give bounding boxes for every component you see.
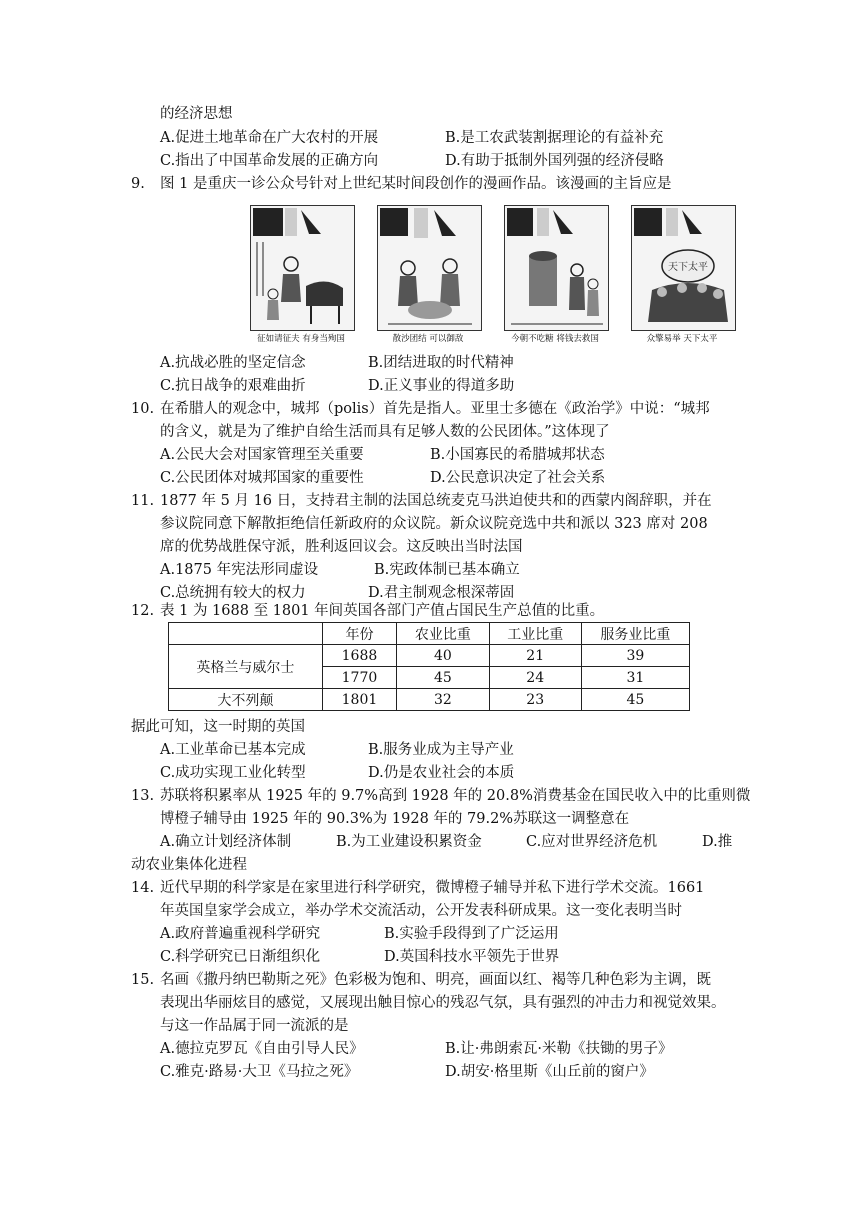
cartoon-caption-3: 今朝不吃糖 将钱去救国	[511, 334, 599, 344]
q14-stem-line1: 近代早期的科学家是在家里进行科学研究，微博橙子辅导并私下进行学术交流。1661	[160, 880, 705, 896]
cartoon-figure	[250, 205, 736, 345]
q9-option-b[interactable]: B.团结进取的时代精神	[368, 355, 514, 371]
table-cell: 45	[581, 689, 689, 711]
q12-data-table	[168, 622, 690, 711]
q12-option-c[interactable]: C.成功实现工业化转型	[160, 765, 306, 781]
q13-number: 13.	[131, 788, 155, 804]
q12-option-d[interactable]: D.仍是农业社会的本质	[368, 765, 515, 781]
cartoon-caption-1: 征如请征夫 有身当殉国	[257, 334, 345, 344]
q12-option-b[interactable]: B.服务业成为主导产业	[368, 742, 514, 758]
q12-after-table: 据此可知，这一时期的英国	[131, 719, 305, 735]
q15-option-d[interactable]: D.胡安·格里斯《山丘前的窗户》	[445, 1064, 654, 1080]
q10-option-d[interactable]: D.公民意识决定了社会关系	[430, 470, 606, 486]
table-header-cell	[169, 623, 323, 645]
table-header-cell: 工业比重	[489, 623, 581, 645]
q15-option-c[interactable]: C.雅克·路易·大卫《马拉之死》	[160, 1064, 359, 1080]
q10-stem-line2: 的含义，就是为了维护自给生活而具有足够人数的公民团体。”这体现了	[160, 424, 610, 440]
table-cell: 45	[397, 667, 489, 689]
q9-option-a[interactable]: A.抗战必胜的坚定信念	[160, 355, 306, 371]
table-group-cell: 大不列颠	[169, 689, 323, 711]
q10-option-c[interactable]: C.公民团体对城邦国家的重要性	[160, 470, 364, 486]
q11-number: 11.	[131, 493, 155, 509]
table-header-cell: 服务业比重	[581, 623, 689, 645]
table-row	[169, 689, 690, 711]
q15-option-a[interactable]: A.德拉克罗瓦《自由引导人民》	[160, 1041, 364, 1057]
table-header-cell: 农业比重	[397, 623, 489, 645]
table-cell: 39	[581, 645, 689, 667]
table-row	[169, 645, 690, 667]
q10-number: 10.	[131, 401, 155, 417]
q11-option-c[interactable]: C.总统拥有较大的权力	[160, 585, 306, 601]
q8-option-a[interactable]: A.促进土地革命在广大农村的开展	[160, 130, 379, 146]
q8-option-c[interactable]: C.指出了中国革命发展的正确方向	[160, 153, 379, 169]
table-cell: 31	[581, 667, 689, 689]
cartoon-panel-2	[377, 205, 482, 331]
cartoon-caption-4: 众擎易举 天下太平	[646, 334, 718, 344]
q9-option-c[interactable]: C.抗日战争的艰难曲折	[160, 378, 306, 394]
q10-stem-line1: 在希腊人的观念中，城邦（polis）首先是指人。亚里士多德在《政治学》中说：“城邦	[160, 401, 710, 417]
table-cell: 23	[489, 689, 581, 711]
q11-option-b[interactable]: B.宪政体制已基本确立	[374, 562, 520, 578]
q14-option-c[interactable]: C.科学研究已日渐组织化	[160, 949, 321, 965]
cartoon-panel-1	[250, 205, 355, 331]
table-cell: 32	[397, 689, 489, 711]
q15-option-b[interactable]: B.让·弗朗索瓦·米勒《扶锄的男子》	[445, 1041, 673, 1057]
table-cell: 21	[489, 645, 581, 667]
q11-option-d[interactable]: D.君主制观念根深蒂固	[368, 585, 515, 601]
cartoon-sign-text: 天下太平	[668, 262, 708, 273]
table-header-row	[169, 623, 690, 645]
q14-stem-line2: 年英国皇家学会成立，举办学术交流活动，公开发表科研成果。这一变化表明当时	[160, 903, 682, 919]
q14-option-d[interactable]: D.英国科技水平领先于世界	[384, 949, 560, 965]
q9-option-d[interactable]: D.正义事业的得道多助	[368, 378, 515, 394]
q11-stem-line1: 1877 年 5 月 16 日，支持君主制的法国总统麦克马洪迫使共和的西蒙内阁辞职，并在	[160, 493, 712, 509]
cartoon-caption-2: 散沙团结 可以御敌	[392, 334, 464, 344]
q12-stem: 表 1 为 1688 至 1801 年间英国各部门产值占国民生产总值的比重。	[160, 603, 605, 619]
q15-stem-line3: 与这一作品属于同一流派的是	[160, 1018, 349, 1034]
q14-option-a[interactable]: A.政府普遍重视科学研究	[160, 926, 321, 942]
table-group-cell: 英格兰与威尔士	[169, 645, 323, 689]
cartoon-panel-3	[504, 205, 609, 331]
table-cell: 1801	[322, 689, 397, 711]
cartoon-panel-4	[631, 205, 736, 331]
q8-option-b[interactable]: B.是工农武装割据理论的有益补充	[445, 130, 664, 146]
q10-option-a[interactable]: A.公民大会对国家管理至关重要	[160, 447, 364, 463]
q15-stem-line2: 表现出华丽炫目的感觉，又展现出触目惊心的残忍气氛，具有强烈的冲击力和视觉效果。	[160, 995, 726, 1011]
q8-option-d[interactable]: D.有助于抵制外国列强的经济侵略	[445, 153, 664, 169]
q11-stem-line3: 席的优势战胜保守派，胜利返回议会。这反映出当时法国	[160, 539, 523, 555]
table-cell: 1770	[322, 667, 397, 689]
table-cell: 24	[489, 667, 581, 689]
q15-stem-line1: 名画《撒丹纳巴勒斯之死》色彩极为饱和、明亮，画面以红、褐等几种色彩为主调，既	[160, 972, 711, 988]
q12-option-a[interactable]: A.工业革命已基本完成	[160, 742, 306, 758]
q9-number: 9.	[131, 176, 145, 192]
q11-option-a[interactable]: A.1875 年宪法形同虚设	[160, 562, 319, 578]
q15-number: 15.	[131, 972, 155, 988]
q13-option-b[interactable]: B.为工业建设积累资金	[336, 834, 482, 850]
q13-stem-line2: 博橙子辅导由 1925 年的 90.3%为 1928 年的 79.2%苏联这一调整意在	[160, 811, 630, 827]
table-cell: 1688	[322, 645, 397, 667]
q13-option-c[interactable]: C.应对世界经济危机	[526, 834, 658, 850]
q14-option-b[interactable]: B.实验手段得到了广泛运用	[384, 926, 559, 942]
table-cell: 40	[397, 645, 489, 667]
q13-option-d[interactable]: D.推	[702, 834, 733, 850]
q13-stem-line1: 苏联将积累率从 1925 年的 9.7%高到 1928 年的 20.8%消费基金在国民收入中的比重则微	[160, 788, 751, 804]
q12-number: 12.	[131, 603, 155, 619]
q13-option-d-continued: 动农业集体化进程	[131, 857, 247, 873]
q13-option-a[interactable]: A.确立计划经济体制	[160, 834, 292, 850]
q9-stem: 图 1 是重庆一诊公众号针对上世纪某时间段创作的漫画作品。该漫画的主旨应是	[160, 176, 672, 192]
q10-option-b[interactable]: B.小国寡民的希腊城邦状态	[430, 447, 605, 463]
table-header-cell: 年份	[322, 623, 397, 645]
q11-stem-line2: 参议院同意下解散拒绝信任新政府的众议院。新众议院竞选中共和派以 323 席对 208	[160, 516, 708, 532]
q8-stem-tail: 的经济思想	[160, 106, 233, 122]
q14-number: 14.	[131, 880, 155, 896]
